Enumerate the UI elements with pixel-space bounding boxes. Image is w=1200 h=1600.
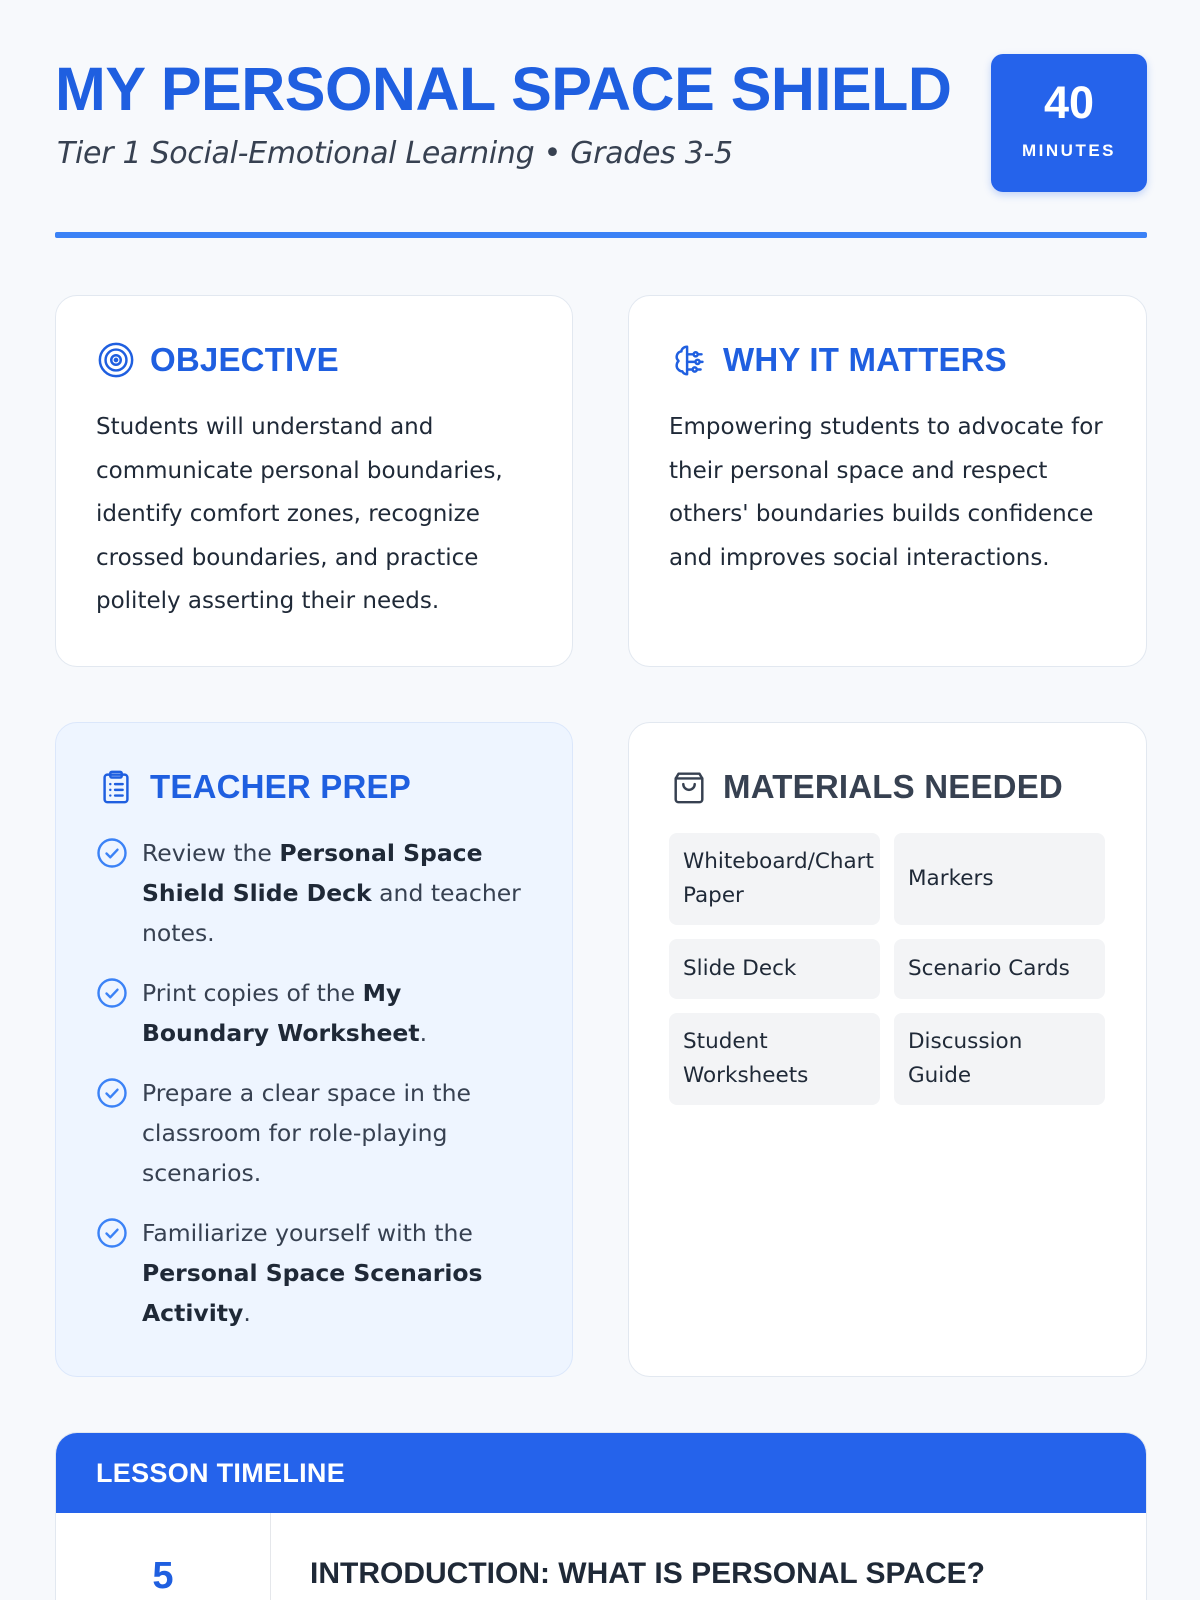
brain-icon xyxy=(669,340,709,380)
material-item: Markers xyxy=(894,833,1105,925)
material-item: Slide Deck xyxy=(669,939,880,999)
prep-item-text-before: Print copies of the xyxy=(142,979,363,1007)
prep-item-text-bold: Personal Space Shield Slide Deck xyxy=(142,839,483,907)
prep-item-text-before: Prepare a clear space in the classroom for role-playing scenarios. xyxy=(142,1079,471,1187)
teacher-prep-list xyxy=(96,833,532,1333)
shopping-bag-icon xyxy=(669,767,709,807)
materials-title: MATERIALS NEEDED xyxy=(723,768,1063,805)
objective-title: OBJECTIVE xyxy=(150,341,339,378)
prep-item-text-bold: My Boundary Worksheet xyxy=(142,979,420,1047)
teacher-prep-card xyxy=(55,722,573,1377)
prep-item-text-bold: Personal Space Scenarios Activity xyxy=(142,1259,483,1327)
timeline-header xyxy=(56,1433,1146,1513)
prep-item xyxy=(96,833,532,953)
timeline-minutes: 5 xyxy=(56,1513,271,1600)
teacher-prep-title: TEACHER PREP xyxy=(150,768,411,805)
prep-item-text-after: . xyxy=(419,1019,428,1047)
objective-header xyxy=(96,336,532,384)
objective-card xyxy=(55,295,573,667)
material-item: Scenario Cards xyxy=(894,939,1105,999)
materials-grid xyxy=(669,833,1106,1105)
check-circle-icon xyxy=(96,837,128,869)
prep-item xyxy=(96,1073,532,1193)
page-title: MY PERSONAL SPACE SHIELD xyxy=(55,55,952,123)
prep-item-text-before: Familiarize yourself with the xyxy=(142,1219,473,1247)
prep-item-text-before: Review the xyxy=(142,839,280,867)
material-item: Whiteboard/Chart Paper xyxy=(669,833,880,925)
why-it-matters-title: WHY IT MATTERS xyxy=(723,341,1007,378)
materials-card xyxy=(628,722,1147,1377)
prep-item-text-after: . xyxy=(243,1299,251,1327)
page-subtitle: Tier 1 Social-Emotional Learning • Grades 3-5 xyxy=(57,136,733,171)
check-circle-icon xyxy=(96,1077,128,1109)
prep-item-text xyxy=(142,1213,532,1333)
check-circle-icon xyxy=(96,1217,128,1249)
why-it-matters-text: Empowering students to advocate for their personal space and respect others' boundaries builds confidence and improves social interactions. xyxy=(669,414,1103,571)
target-icon xyxy=(96,340,136,380)
timeline-title: LESSON TIMELINE xyxy=(96,1457,346,1488)
prep-item xyxy=(96,1213,532,1333)
timeline-row xyxy=(56,1513,1146,1600)
lesson-timeline xyxy=(55,1432,1147,1600)
prep-item xyxy=(96,973,532,1053)
duration-value: 40 xyxy=(1043,77,1095,128)
prep-item-text xyxy=(142,973,532,1053)
objective-text: Students will understand and communicate personal boundaries, identify comfort zones, recognize crossed boundaries, and practice politely asserting their needs. xyxy=(96,414,503,614)
duration-unit: MINUTES xyxy=(1022,141,1116,160)
materials-header xyxy=(669,763,1106,811)
header-divider xyxy=(55,232,1147,238)
prep-item-text-after: and teacher notes. xyxy=(142,879,521,947)
check-circle-icon xyxy=(96,977,128,1009)
material-item: Discussion Guide xyxy=(894,1013,1105,1105)
timeline-step-title: INTRODUCTION: WHAT IS PERSONAL SPACE? xyxy=(310,1557,985,1590)
why-it-matters-card xyxy=(628,295,1147,667)
teacher-prep-header xyxy=(96,763,532,811)
duration-badge xyxy=(991,54,1147,192)
material-item: Student Worksheets xyxy=(669,1013,880,1105)
prep-item-text xyxy=(142,833,532,953)
page-header xyxy=(55,50,1147,250)
why-it-matters-header xyxy=(669,336,1106,384)
clipboard-icon xyxy=(96,767,136,807)
prep-item-text xyxy=(142,1073,532,1193)
